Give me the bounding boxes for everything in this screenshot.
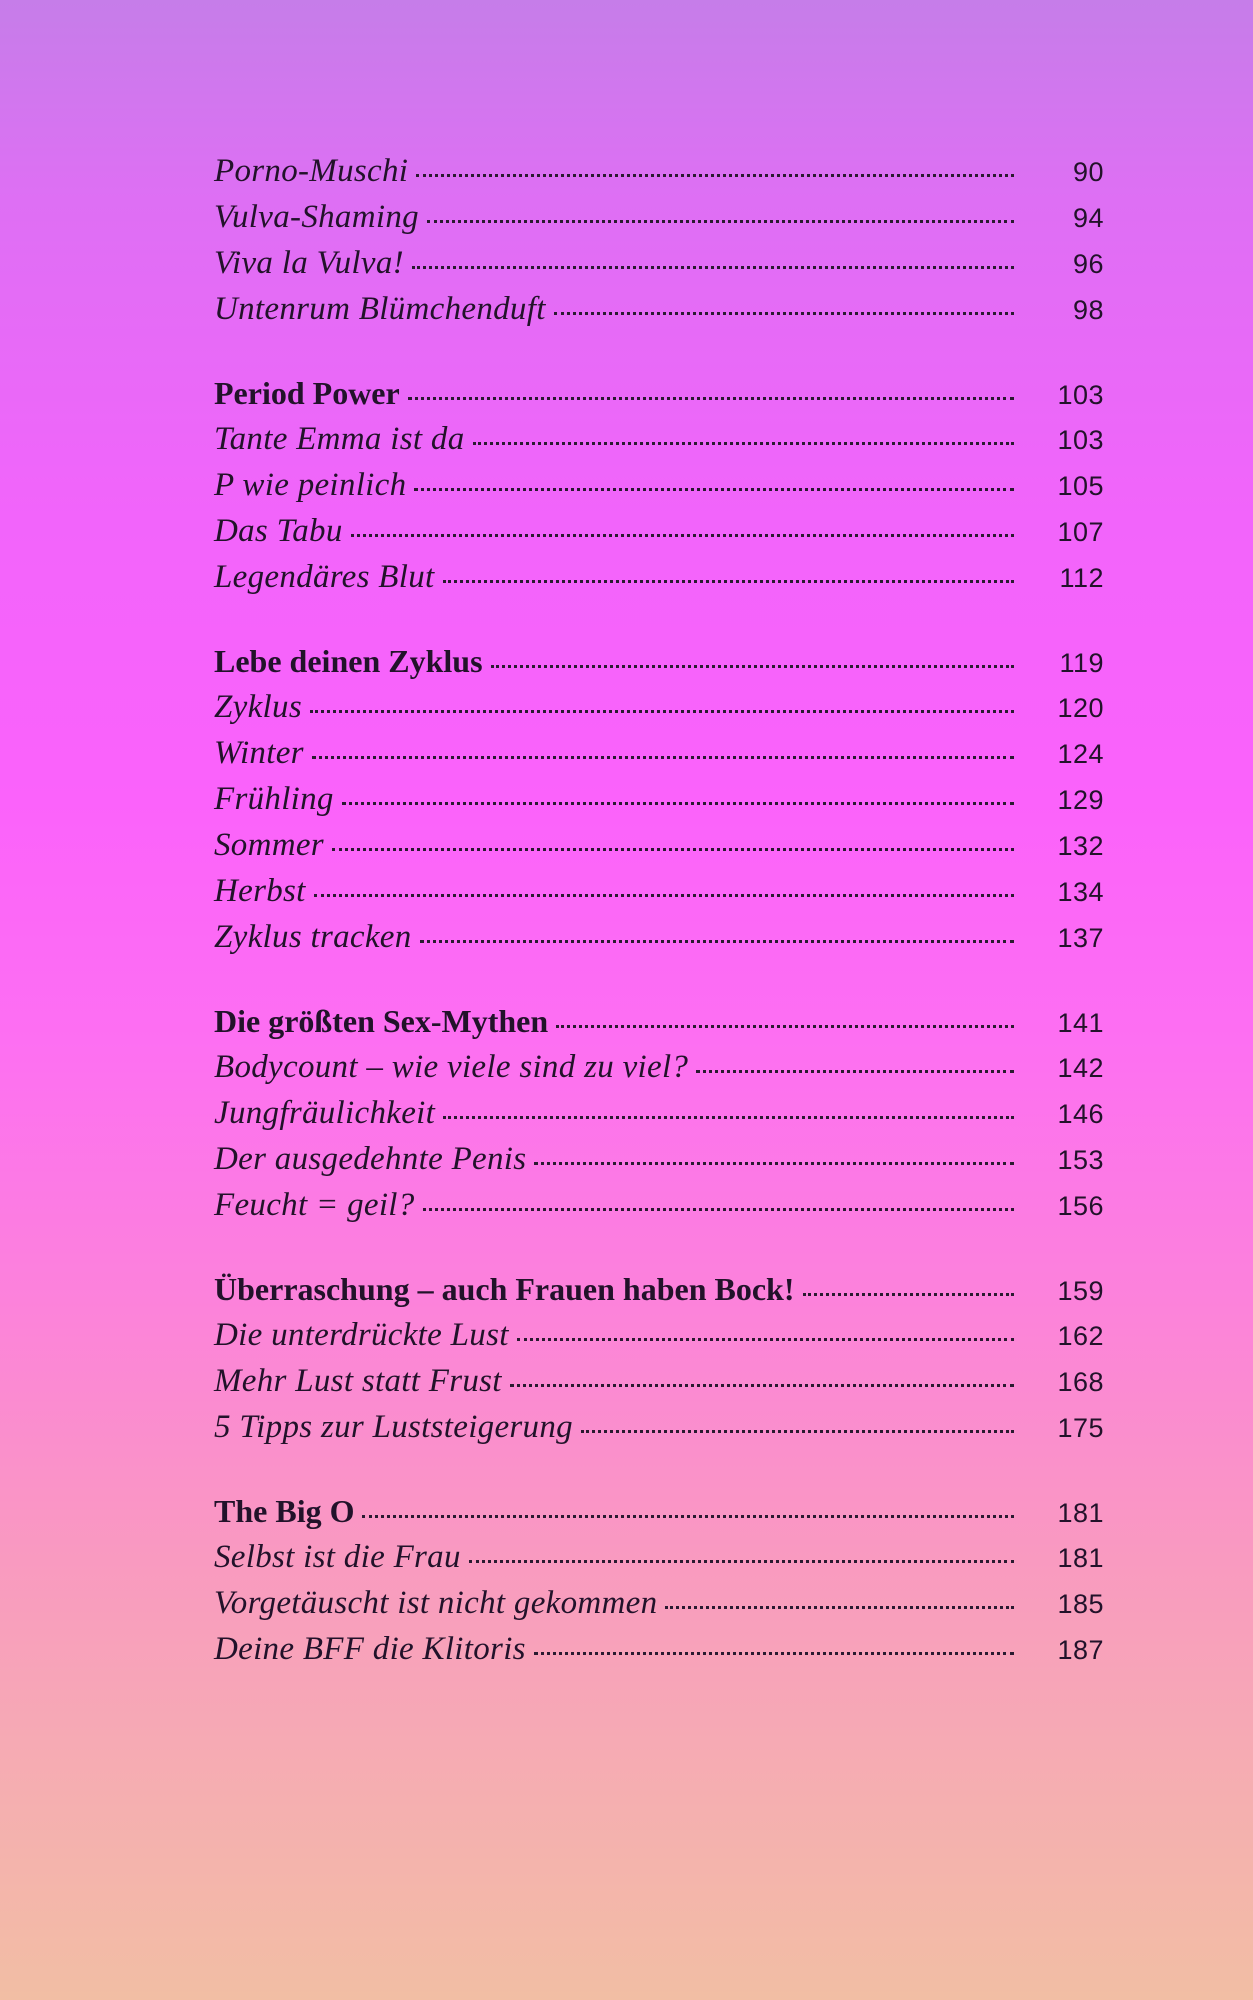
toc-chapter-entry[interactable] <box>214 638 1104 684</box>
dot-leader <box>362 1515 1014 1518</box>
toc-entry-title: Bodycount – wie viele sind zu viel? <box>214 1049 689 1085</box>
toc-section <box>214 638 1104 960</box>
toc-subchapter-entry[interactable] <box>214 1182 1104 1228</box>
toc-subchapter-entry[interactable] <box>214 684 1104 730</box>
toc-page-number: 120 <box>1057 693 1104 723</box>
toc-subchapter-entry[interactable] <box>214 914 1104 960</box>
dot-leader <box>443 1116 1014 1119</box>
toc-subchapter-entry[interactable] <box>214 730 1104 776</box>
toc-page-number: 153 <box>1057 1145 1104 1175</box>
toc-entry-title: Frühling <box>214 781 334 817</box>
dot-leader <box>665 1606 1014 1609</box>
toc-page-number: 96 <box>1072 249 1104 279</box>
toc-entry-title: Zyklus <box>214 689 302 725</box>
toc-entry-title: Winter <box>214 735 304 771</box>
toc-page-number: 142 <box>1057 1053 1104 1083</box>
dot-leader <box>423 1208 1014 1211</box>
toc-entry-title: Tante Emma ist da <box>214 421 465 457</box>
toc-chapter-entry[interactable] <box>214 370 1104 416</box>
toc-page-number: 94 <box>1072 203 1104 233</box>
toc-subchapter-entry[interactable] <box>214 240 1104 286</box>
toc-entry-title: Die größten Sex-Mythen <box>214 1003 549 1039</box>
toc-subchapter-entry[interactable] <box>214 462 1104 508</box>
toc-page-number: 156 <box>1057 1191 1104 1221</box>
toc-entry-title: Überraschung – auch Frauen haben Bock! <box>214 1271 795 1307</box>
dot-leader <box>491 665 1014 668</box>
toc-page-number: 141 <box>1057 1008 1104 1038</box>
toc-section <box>214 1488 1104 1672</box>
toc-page-number: 185 <box>1057 1589 1104 1619</box>
dot-leader <box>332 848 1014 851</box>
toc-entry-title: Herbst <box>214 873 306 909</box>
toc-page-number: 181 <box>1057 1543 1104 1573</box>
toc-subchapter-entry[interactable] <box>214 1626 1104 1672</box>
toc-page-number: 103 <box>1057 425 1104 455</box>
toc-entry-title: 5 Tipps zur Luststeigerung <box>214 1409 573 1445</box>
dot-leader <box>556 1025 1014 1028</box>
toc-page-number: 132 <box>1057 831 1104 861</box>
toc-subchapter-entry[interactable] <box>214 1312 1104 1358</box>
toc-page-number: 146 <box>1057 1099 1104 1129</box>
dot-leader <box>412 266 1014 269</box>
toc-page-number: 112 <box>1059 563 1104 593</box>
dot-leader <box>312 756 1014 759</box>
dot-leader <box>554 312 1014 315</box>
toc-subchapter-entry[interactable] <box>214 416 1104 462</box>
dot-leader <box>534 1652 1014 1655</box>
dot-leader <box>696 1070 1014 1073</box>
toc-chapter-entry[interactable] <box>214 998 1104 1044</box>
toc-page-number: 103 <box>1057 380 1104 410</box>
toc-subchapter-entry[interactable] <box>214 148 1104 194</box>
table-of-contents <box>214 148 1104 1710</box>
toc-subchapter-entry[interactable] <box>214 1534 1104 1580</box>
dot-leader <box>416 174 1014 177</box>
toc-entry-title: Selbst ist die Frau <box>214 1539 461 1575</box>
toc-section <box>214 148 1104 332</box>
toc-entry-title: The Big O <box>214 1493 355 1529</box>
toc-page-number: 175 <box>1057 1413 1104 1443</box>
toc-entry-title: Legendäres Blut <box>214 559 435 595</box>
dot-leader <box>443 580 1015 583</box>
dot-leader <box>414 488 1014 491</box>
dot-leader <box>408 397 1014 400</box>
toc-section <box>214 370 1104 600</box>
toc-subchapter-entry[interactable] <box>214 286 1104 332</box>
dot-leader <box>342 802 1014 805</box>
dot-leader <box>314 894 1014 897</box>
dot-leader <box>581 1430 1014 1433</box>
toc-entry-title: Period Power <box>214 375 400 411</box>
dot-leader <box>310 710 1014 713</box>
toc-page-number: 181 <box>1057 1498 1104 1528</box>
dot-leader <box>420 940 1014 943</box>
toc-page-number: 98 <box>1072 295 1104 325</box>
toc-entry-title: Mehr Lust statt Frust <box>214 1363 502 1399</box>
toc-page-number: 124 <box>1057 739 1104 769</box>
toc-page-number: 162 <box>1057 1321 1104 1351</box>
toc-subchapter-entry[interactable] <box>214 776 1104 822</box>
toc-entry-title: Viva la Vulva! <box>214 245 404 281</box>
toc-chapter-entry[interactable] <box>214 1266 1104 1312</box>
toc-page-number: 90 <box>1072 157 1104 187</box>
dot-leader <box>534 1162 1014 1165</box>
toc-subchapter-entry[interactable] <box>214 554 1104 600</box>
toc-subchapter-entry[interactable] <box>214 1136 1104 1182</box>
toc-subchapter-entry[interactable] <box>214 508 1104 554</box>
toc-page-number: 159 <box>1057 1276 1104 1306</box>
toc-section <box>214 998 1104 1228</box>
toc-subchapter-entry[interactable] <box>214 1358 1104 1404</box>
toc-page-number: 119 <box>1059 648 1104 678</box>
toc-entry-title: Feucht = geil? <box>214 1187 415 1223</box>
toc-entry-title: Deine BFF die Klitoris <box>214 1631 526 1667</box>
toc-chapter-entry[interactable] <box>214 1488 1104 1534</box>
toc-entry-title: Untenrum Blümchenduft <box>214 291 546 327</box>
toc-subchapter-entry[interactable] <box>214 1404 1104 1450</box>
toc-subchapter-entry[interactable] <box>214 1090 1104 1136</box>
dot-leader <box>510 1384 1014 1387</box>
toc-entry-title: Sommer <box>214 827 324 863</box>
toc-page-number: 168 <box>1057 1367 1104 1397</box>
dot-leader <box>517 1338 1014 1341</box>
toc-subchapter-entry[interactable] <box>214 822 1104 868</box>
toc-subchapter-entry[interactable] <box>214 1044 1104 1090</box>
toc-page-number: 105 <box>1057 471 1104 501</box>
toc-entry-title: Vulva-Shaming <box>214 199 419 235</box>
toc-entry-title: Die unterdrückte Lust <box>214 1317 509 1353</box>
toc-entry-title: Porno-Muschi <box>214 153 409 189</box>
toc-entry-title: Zyklus tracken <box>214 919 412 955</box>
toc-page-number: 134 <box>1057 877 1104 907</box>
toc-subchapter-entry[interactable] <box>214 868 1104 914</box>
toc-entry-title: P wie peinlich <box>214 467 407 503</box>
toc-page-number: 137 <box>1057 923 1104 953</box>
toc-subchapter-entry[interactable] <box>214 194 1104 240</box>
toc-entry-title: Jungfräulichkeit <box>214 1095 436 1131</box>
dot-leader <box>803 1293 1015 1296</box>
toc-entry-title: Lebe deinen Zyklus <box>214 643 483 679</box>
toc-entry-title: Das Tabu <box>214 513 343 549</box>
dot-leader <box>473 442 1015 445</box>
toc-entry-title: Vorgetäuscht ist nicht gekommen <box>214 1585 658 1621</box>
toc-entry-title: Der ausgedehnte Penis <box>214 1141 527 1177</box>
dot-leader <box>469 1560 1014 1563</box>
dot-leader <box>351 534 1014 537</box>
toc-page-number: 187 <box>1057 1635 1104 1665</box>
toc-section <box>214 1266 1104 1450</box>
toc-page-number: 129 <box>1057 785 1104 815</box>
dot-leader <box>427 220 1014 223</box>
toc-subchapter-entry[interactable] <box>214 1580 1104 1626</box>
toc-page-number: 107 <box>1057 517 1104 547</box>
